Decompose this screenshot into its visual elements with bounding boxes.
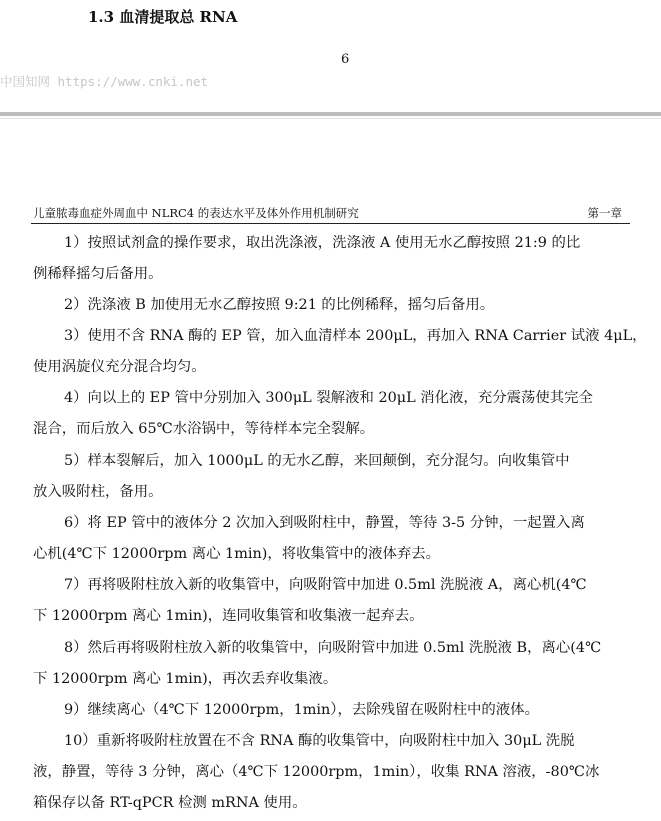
cnki-watermark: 中国知网 https://www.cnki.net	[0, 74, 209, 89]
step-9-line-1: 9）继续离心（4℃下 12000rpm，1min），去除残留在吸附柱中的液体。	[64, 702, 539, 718]
step-1-line-2: 例稀释摇匀后备用。	[33, 266, 163, 282]
previous-page-number: 6	[341, 52, 350, 67]
step-3-line-1: 3）使用不含 RNA 酶的 EP 管，加入血清样本 200μL，再加入 RNA Carrier 试液 4μL，	[64, 328, 647, 344]
step-10-line-2: 液，静置，等待 3 分钟，离心（4℃下 12000rpm，1min），收集 RNA 溶液，-80℃冰	[33, 764, 600, 780]
header-rule	[31, 223, 630, 224]
step-3-line-2: 使用涡旋仪充分混合均匀。	[33, 359, 206, 375]
step-5-line-1: 5）样本裂解后，加入 1000μL 的无水乙醇，来回颠倒，充分混匀。向收集管中	[64, 453, 570, 469]
step-8-line-1: 8）然后再将吸附柱放入新的收集管中，向吸附管中加进 0.5ml 洗脱液 B，离心(4℃	[64, 640, 602, 656]
previous-section-heading: 1.3 血清提取总 RNA	[88, 8, 238, 26]
step-6-line-1: 6）将 EP 管中的液体分 2 次加入到吸附柱中，静置，等待 3-5 分钟，一起置入离	[64, 515, 585, 531]
step-4-line-2: 混合，而后放入 65℃水浴锅中，等待样本完全裂解。	[33, 421, 375, 437]
step-8-line-2: 下 12000rpm 离心 1min)，再次丢弃收集液。	[33, 671, 338, 687]
running-title: 儿童脓毒血症外周血中 NLRC4 的表达水平及体外作用机制研究	[33, 206, 359, 220]
step-2-line-1: 2）洗涤液 B 加使用无水乙醇按照 9:21 的比例稀释，摇匀后备用。	[64, 297, 495, 313]
step-1-line-1: 1）按照试剂盒的操作要求，取出洗涤液，洗涤液 A 使用无水乙醇按照 21:9 的比	[64, 235, 581, 251]
page-divider-shadow	[0, 118, 661, 119]
step-10-line-3: 箱保存以备 RT-qPCR 检测 mRNA 使用。	[33, 795, 307, 811]
step-10-line-1: 10）重新将吸附柱放置在不含 RNA 酶的收集管中，向吸附柱中加入 30μL 洗脱	[64, 733, 575, 749]
step-7-line-2: 下 12000rpm 离心 1min)，连同收集管和收集液一起弃去。	[33, 608, 424, 624]
step-7-line-1: 7）再将吸附柱放入新的收集管中，向吸附管中加进 0.5ml 洗脱液 A，离心机(4℃	[64, 577, 587, 593]
step-4-line-1: 4）向以上的 EP 管中分别加入 300μL 裂解液和 20μL 消化液，充分震荡使其完全	[64, 390, 593, 406]
page-divider	[0, 112, 661, 116]
chapter-label: 第一章	[587, 206, 622, 220]
step-5-line-2: 放入吸附柱，备用。	[33, 484, 163, 500]
step-6-line-2: 心机(4℃下 12000rpm 离心 1min)，将收集管中的液体弃去。	[33, 546, 441, 562]
